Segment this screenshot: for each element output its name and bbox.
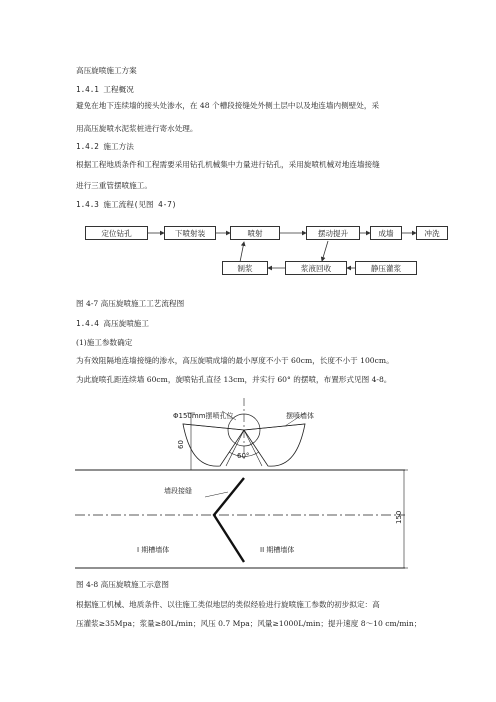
paragraph-line: 进行三重管摆喷施工。 [76, 181, 152, 190]
paragraph-line: 根据工程地质条件和工程需要采用钻孔机械集中力量进行钻孔，采用旋喷机械对地连墙接缝 [76, 160, 380, 169]
flow-step-swing-lift: 摆动提升 [306, 226, 360, 240]
label-60-vertical: 60 [177, 440, 185, 449]
figure-4-7-caption: 图 4-7 高压旋喷施工工艺流程图 [76, 299, 185, 308]
label-wall-phase-1: I 期槽墙体 [137, 546, 170, 554]
flow-step-lower-jet: 下喷射装 [164, 226, 216, 240]
paragraph-line: 根据施工机械、地质条件、以往施工类似地层的类似经验进行旋喷施工参数的初步拟定：高 [76, 600, 380, 609]
section-1-4-4-heading: 1.4.4 高压旋喷施工 [76, 319, 149, 328]
paragraph-line: 压灌浆≥35Mpa；浆量≥80L/min；风压 0.7 Mpa；风量≥1000L/min；提升速度 8～10 cm/min； [76, 619, 422, 628]
section-1-4-2-heading: 1.4.2 施工方法 [76, 142, 134, 151]
label-hole: Φ150mm摆喷孔位 [173, 412, 234, 420]
label-150: 150 [395, 510, 403, 524]
flow-step-wall-formed: 成墙 [370, 226, 402, 240]
paragraph-line: 避免在地下连续墙的接头处渗水，在 48 个槽段接缝处外侧土层中以及地连墙内侧壁处，采 [76, 101, 380, 110]
flow-step-mix-grout: 制浆 [222, 261, 268, 275]
paragraph-line: 为此旋喷孔距连续墙 60cm，旋喷钻孔直径 13cm，并实行 60° 的摆喷，布置形式见图 4-8。 [76, 375, 392, 384]
flow-step-jet: 喷射 [230, 226, 280, 240]
section-1-4-3-heading: 1.4.3 施工流程(见图 4-7) [76, 200, 177, 209]
flow-step-grout-recovery: 浆液回收 [285, 261, 347, 275]
paragraph-line: 为有效阻隔地连墙接缝的渗水，高压旋喷成墙的最小厚度不小于 60cm，长度不小于 100cm。 [76, 356, 394, 365]
label-wall-phase-2: II 期槽墙体 [260, 546, 295, 554]
doc-title: 高压旋喷施工方案 [76, 66, 137, 75]
figure-4-8-caption: 图 4-8 高压旋喷施工示意图 [76, 580, 169, 589]
flow-step-static-grouting: 静压灌浆 [355, 261, 417, 275]
label-joint: 墙段接缝 [164, 487, 192, 495]
subsection-heading: (1)施工参数确定 [76, 338, 133, 347]
label-wall-spray: 摆喷墙体 [286, 412, 314, 420]
flow-step-flush: 冲洗 [416, 226, 448, 240]
label-60-angle: 60° [237, 452, 250, 460]
paragraph-line: 用高压旋喷水泥浆桩进行寄水处理。 [76, 124, 198, 133]
flow-step-locate-drill: 定位钻孔 [85, 226, 148, 240]
section-1-4-1-heading: 1.4.1 工程概况 [76, 85, 134, 94]
